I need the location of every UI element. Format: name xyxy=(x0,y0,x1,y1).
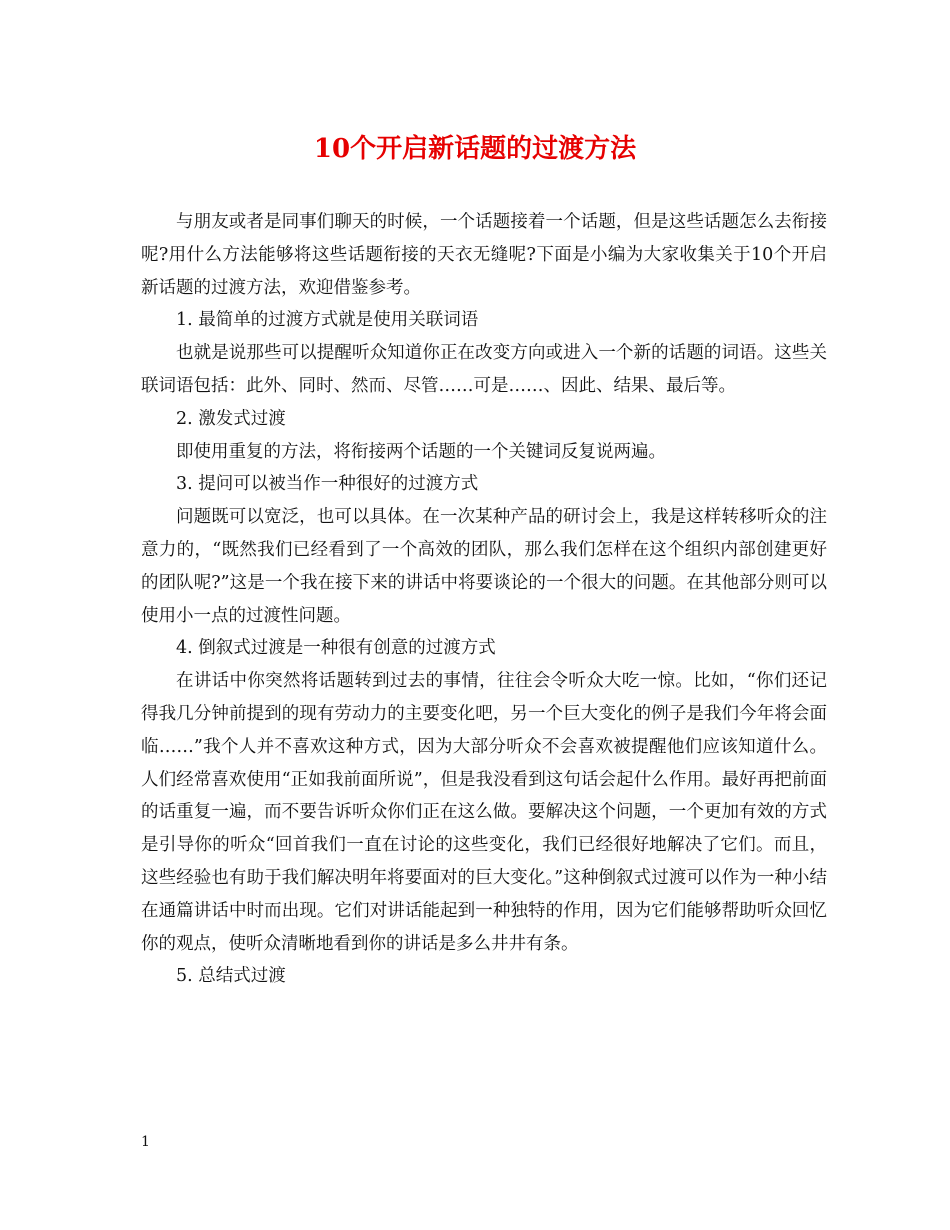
section-body-2: 即使用重复的方法，将衔接两个话题的一个关键词反复说两遍。 xyxy=(176,441,666,462)
section-body-4: 在讲话中你突然将话题转到过去的事情，往往会令听众大吃一惊。比如，“你们还记得我几分钟前提到的现有劳动力的主要变化吧，另一个巨大变化的例子是我们今年将会面临……”我个人并不喜欢这种方式，因为大部分听众不会喜欢被提醒他们应该知道什么。人们经常喜欢使用“正如我前面所说”，但是我没看到这句话会起什么作用。最好再把前面的话重复一遍，而不要告诉听众你们正在这么做。要解决这个问题，一个更加有效的方式是引导你的听众“回首我们一直在讨论的这些变化，我们已经很好地解决了它们。而且，这些经验也有助于我们解决明年将要面对的巨大变化。”这种倒叙式过渡可以作为一种小结在通篇讲话中时而出现。它们对讲话能起到一种独特的作用，因为它们能够帮助听众回忆你的观点，使听众清晰地看到你的讲话是多么井井有条。 xyxy=(141,671,827,954)
page-number: 1 xyxy=(141,1134,150,1150)
document-title: 10个开启新话题的过渡方法 xyxy=(313,134,637,164)
section-body-1: 也就是说那些可以提醒听众知道你正在改变方向或进入一个新的话题的词语。这些关联词语包括：此外、同时、然而、尽管……可是……、因此、结果、最后等。 xyxy=(141,343,827,396)
section-heading-3: 3. 提问可以被当作一种很好的过渡方式 xyxy=(176,474,479,495)
document-body xyxy=(141,206,827,993)
section-heading-1: 1. 最简单的过渡方式就是使用关联词语 xyxy=(176,310,479,331)
section-heading-4: 4. 倒叙式过渡是一种很有创意的过渡方式 xyxy=(176,638,496,659)
section-body-3: 问题既可以宽泛，也可以具体。在一次某种产品的研讨会上，我是这样转移听众的注意力的，“既然我们已经看到了一个高效的团队，那么我们怎样在这个组织内部创建更好的团队呢?”这是一个我在接下来的讲话中将要谈论的一个很大的问题。在其他部分则可以使用小一点的过渡性问题。 xyxy=(141,507,827,626)
section-heading-2: 2. 激发式过渡 xyxy=(176,408,286,429)
section-heading-5: 5. 总结式过渡 xyxy=(176,966,286,987)
intro-paragraph: 与朋友或者是同事们聊天的时候，一个话题接着一个话题，但是这些话题怎么去衔接呢?用什么方法能够将这些话题衔接的天衣无缝呢?下面是小编为大家收集关于10个开启新话题的过渡方法，欢迎借鉴参考。 xyxy=(141,212,827,298)
